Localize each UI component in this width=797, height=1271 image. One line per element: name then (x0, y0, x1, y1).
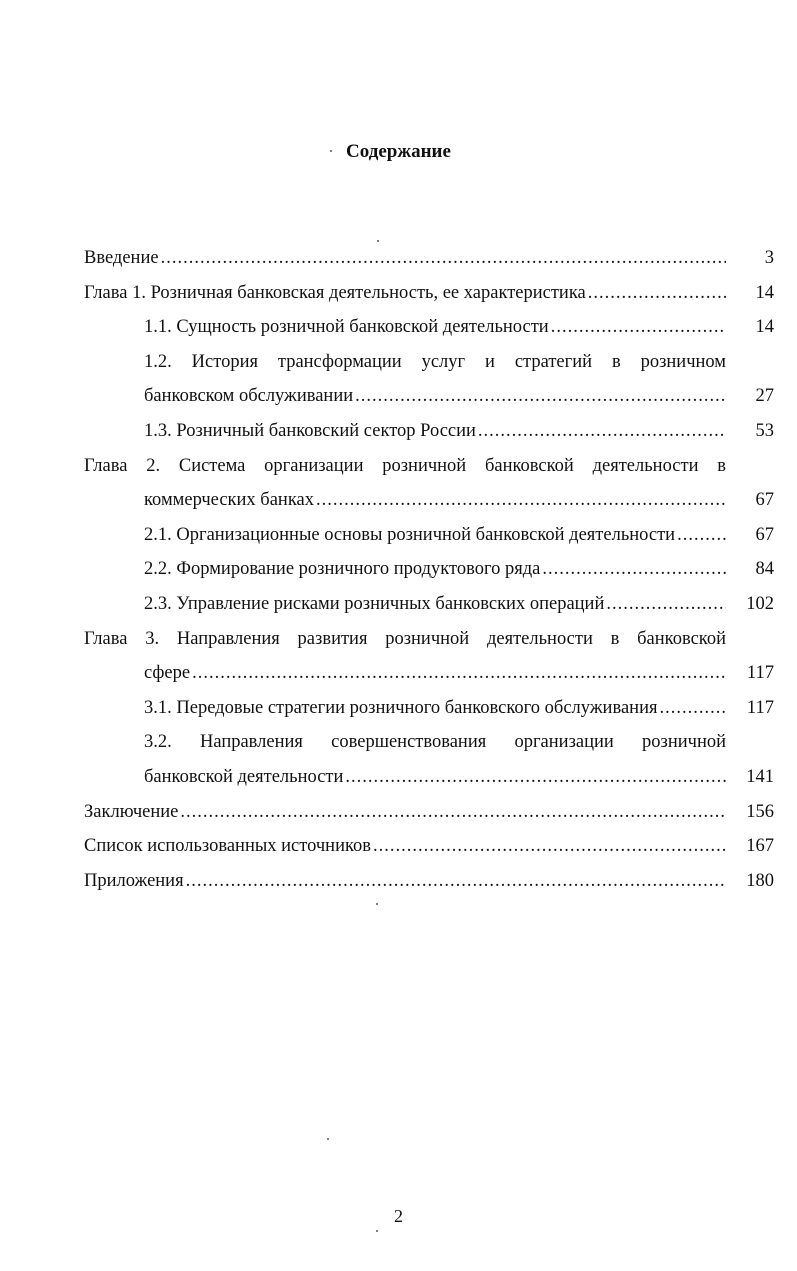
toc-entry-label: 3.2. Направления совершенствования организации розничной (144, 732, 726, 753)
toc-entry-page: 67 (755, 524, 774, 545)
toc-entry-label: Введение (84, 248, 159, 268)
toc-entry-section-1-1 (84, 310, 774, 345)
scan-speck (330, 150, 332, 152)
toc-entry-section-1-3 (84, 414, 774, 449)
toc-entry-page: 3 (764, 248, 774, 268)
toc-entry-label: 1.3. Розничный банковский сектор России (144, 420, 476, 441)
toc-entry-page: 84 (755, 559, 774, 580)
toc-entry-label-continued: сфере (144, 663, 191, 684)
toc-entry-label-continued: коммерческих банках (144, 490, 315, 511)
toc-entry-label: 2.1. Организационные основы розничной банковской деятельности (144, 524, 676, 545)
toc-entry-label: 2.3. Управление рисками розничных банковских операций (144, 593, 605, 614)
dot-leader (192, 656, 726, 691)
table-of-contents (84, 241, 774, 898)
toc-entry-page: 180 (746, 870, 774, 891)
dot-leader (161, 241, 726, 276)
dot-leader (373, 829, 726, 864)
dot-leader (478, 414, 726, 449)
toc-entry-conclusion (84, 795, 774, 830)
dot-leader (355, 379, 726, 414)
toc-entry-page: 102 (746, 593, 774, 614)
toc-entry-label-continued: банковской деятельности (144, 766, 344, 787)
toc-entry-label: Глава 3. Направления развития розничной деятельности в банковской (84, 628, 726, 649)
dot-leader (551, 310, 726, 345)
toc-entry-label: Заключение (84, 801, 179, 822)
toc-entry-label: Приложения (84, 870, 184, 891)
dot-leader (588, 276, 726, 311)
toc-entry-page: 67 (755, 490, 774, 511)
toc-entry-page: 117 (746, 663, 774, 684)
toc-entry-appendices (84, 864, 774, 899)
toc-entry-section-3-1 (84, 691, 774, 726)
dot-leader (186, 864, 726, 899)
toc-entry-section-2-3 (84, 587, 774, 622)
dot-leader (180, 795, 726, 830)
toc-entry-introduction (84, 241, 774, 276)
toc-entry-label: Список использованных источников (84, 836, 372, 857)
toc-entry-section-2-1 (84, 518, 774, 553)
toc-entry-section-3-2-line2 (84, 760, 774, 795)
dot-leader (316, 483, 726, 518)
toc-entry-page: 27 (755, 386, 774, 407)
toc-entry-label: 3.1. Передовые стратегии розничного банковского обслуживания (144, 697, 658, 718)
dot-leader (677, 518, 726, 553)
toc-entry-page: 141 (746, 766, 774, 787)
toc-entry-page: 14 (755, 282, 774, 303)
toc-entry-label: Глава 1. Розничная банковская деятельность, ее характеристика (84, 282, 586, 303)
scan-speck (376, 1230, 378, 1232)
toc-entry-page: 53 (755, 420, 774, 441)
page-number: 2 (394, 1206, 403, 1226)
toc-entry-label: 2.2. Формирование розничного продуктового ряда (144, 559, 541, 580)
dot-leader (659, 691, 726, 726)
toc-entry-section-1-2-line2 (84, 379, 774, 414)
scan-speck (327, 1138, 329, 1140)
scan-speck (376, 903, 378, 905)
toc-entry-label: 1.1. Сущность розничной банковской деятельности (144, 317, 549, 338)
toc-entry-page: 156 (746, 801, 774, 822)
dot-leader (606, 587, 726, 622)
scan-speck (377, 240, 379, 242)
toc-entry-label: Глава 2. Система организации розничной банковской деятельности в (84, 455, 726, 476)
dot-leader (345, 760, 726, 795)
toc-entry-section-3-2-line1 (84, 725, 774, 760)
toc-entry-chapter-1 (84, 276, 774, 311)
toc-entry-sources (84, 829, 774, 864)
toc-entry-section-2-2 (84, 552, 774, 587)
toc-entry-chapter-3-line1 (84, 622, 774, 657)
toc-entry-chapter-3-line2 (84, 656, 774, 691)
toc-entry-section-1-2-line1 (84, 345, 774, 380)
toc-entry-page: 117 (746, 697, 774, 718)
toc-entry-chapter-2-line1 (84, 449, 774, 484)
page-title: Содержание (346, 141, 451, 162)
toc-entry-label: 1.2. История трансформации услуг и стратегий в розничном (144, 351, 726, 372)
toc-entry-label-continued: банковском обслуживании (144, 386, 354, 407)
toc-entry-chapter-2-line2 (84, 483, 774, 518)
dot-leader (542, 552, 726, 587)
toc-entry-page: 14 (755, 317, 774, 338)
toc-entry-page: 167 (746, 836, 774, 857)
